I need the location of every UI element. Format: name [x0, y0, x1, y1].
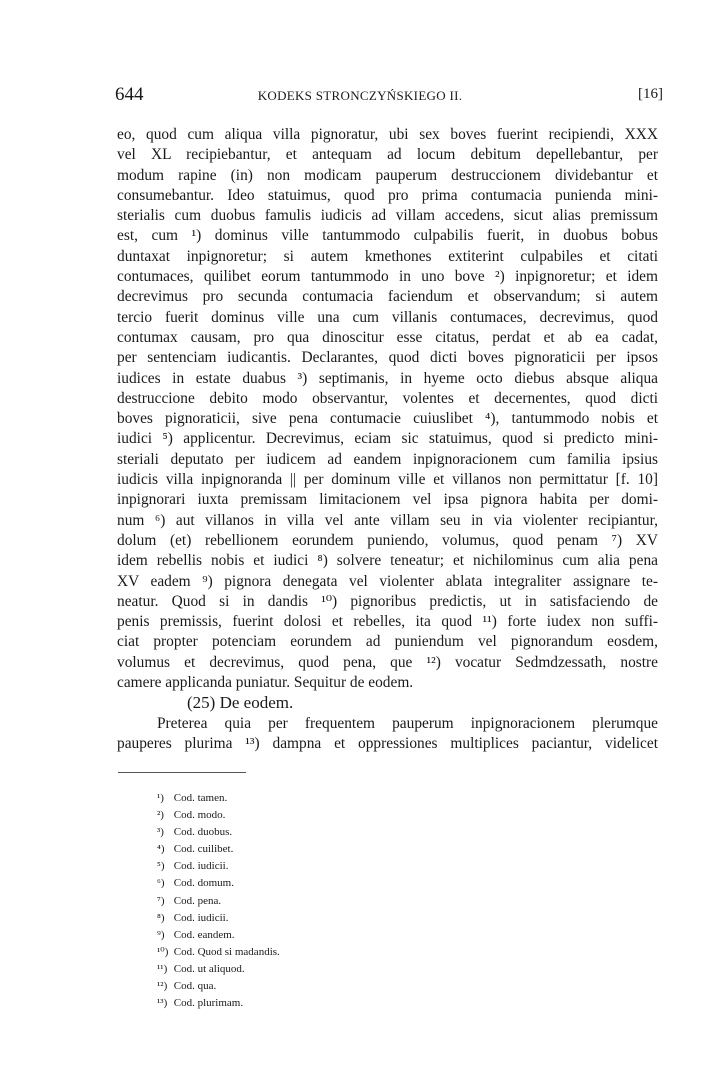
- footnote-text: Cod. iudicii.: [173, 860, 229, 873]
- text-line: decrevimus pro secunda contumacia faciendum et observandum; si autem: [117, 288, 658, 306]
- text-line: sterialis cum duobus famulis iudicis ad villam accedens, sicut alias premissum: [117, 207, 658, 225]
- text-line: camere applicanda puniatur. Sequitur de eodem.: [117, 674, 414, 692]
- footnote: [157, 807, 280, 824]
- footnote-mark: ⁵): [157, 860, 165, 873]
- running-title: KODEKS STRONCZYŃSKIEGO II.: [257, 88, 463, 103]
- footnote-mark: ⁸): [157, 911, 165, 924]
- section-heading: (25) De eodem.: [187, 693, 294, 713]
- footnote: [157, 961, 280, 978]
- text-line: XV eadem ⁹) pignora denegata vel violenter ablata integraliter assignare te-: [117, 572, 658, 590]
- text-line: iudici ⁵) applicentur. Decrevimus, eciam sic statuimus, quod si predicto mini-: [117, 430, 658, 448]
- text-line: consumebantur. Ideo statuimus, quod pro prima contumacia punienda mini-: [117, 186, 658, 204]
- footnote-mark: ³): [157, 826, 164, 839]
- footnote-text: Cod. pena.: [173, 894, 222, 907]
- footnote: [157, 944, 280, 961]
- text-line: per sentenciam iudicantis. Declarantes, quod dicti boves pignoraticii per ipsos: [117, 349, 658, 367]
- footnote-text: Cod. cuilibet.: [173, 843, 234, 856]
- footnote-text: Cod. duobus.: [173, 826, 233, 839]
- footnote-mark: ²): [157, 809, 164, 822]
- footnote-text: Cod. eandem.: [173, 928, 235, 941]
- text-line: penis premissis, fuerint dolosi et rebelles, ita quod ¹¹) forte iudex non suffi-: [117, 613, 658, 631]
- text-line: ciat propter potenciam eorundem ad puniendum vel pignorandum eosdem,: [117, 633, 658, 651]
- text-line: num ⁶) aut villanos in villa vel ante villam seu in via violenter recipiantur,: [117, 511, 658, 529]
- footnote-text: Cod. qua.: [173, 980, 217, 993]
- text-line: neatur. Quod si in dandis ¹⁰) pignoribus predictis, ut in satisfaciendo de: [117, 592, 658, 610]
- footnote: [157, 893, 280, 910]
- footnote: [157, 875, 280, 892]
- footnote-text: Cod. modo.: [173, 809, 226, 822]
- footnote: [157, 841, 280, 858]
- section-marker: [16]: [638, 86, 663, 102]
- text-line: vel XL recipiebantur, et antequam ad locum debitum depellebantur, per: [117, 146, 658, 164]
- footnote-mark: ¹³): [157, 997, 168, 1010]
- text-line: iudices in estate duabus ³) septimanis, in hyeme octo diebus absque aliqua: [117, 369, 658, 387]
- text-line: eo, quod cum aliqua villa pignoratur, ubi sex boves fuerint recipiendi, XXX: [117, 126, 658, 143]
- text-line: dolum (et) rebellionem eorundem puniendo, volumus, quod penam ⁷) XV: [117, 531, 658, 549]
- footnote: [157, 978, 280, 995]
- text-line: contumaces, quilibet eorum tantummodo in uno bove ²) inpignoretur; et idem: [117, 268, 658, 286]
- footnote-text: Cod. domum.: [173, 877, 234, 890]
- running-header: [0, 84, 720, 108]
- footnote-mark: ¹): [157, 792, 164, 804]
- text-line: contumax causam, pro qua dinoscitur esse citatus, perdat et ab ea cadat,: [117, 328, 658, 346]
- footnote: [157, 927, 280, 944]
- footnote-text: Cod. iudicii.: [173, 911, 229, 924]
- footnote-rule: [118, 772, 246, 773]
- text-line: pauperes plurima ¹³) dampna et oppressiones multiplices paciantur, videlicet: [117, 734, 658, 752]
- footnote-text: Cod. ut aliquod.: [173, 962, 245, 975]
- footnote-text: Cod. tamen.: [173, 792, 228, 804]
- text-line: boves pignoraticii, sive pena contumacie cuiuslibet ⁴), tantummodo nobis et: [117, 410, 658, 428]
- text-line: modum rapine (in) non modicam pauperum destruccionem dividebantur et: [117, 166, 658, 184]
- text-line: steriali deputato per iudicem ad eandem inpignoracionem cum familia ipsius: [117, 450, 658, 468]
- footnote: [157, 910, 280, 927]
- footnote-mark: ⁶): [157, 877, 165, 890]
- text-line: duntaxat inpignoretur; si autem kmethones extiterint culpabiles et citati: [117, 247, 658, 265]
- text-line: idem rebellis nobis et iudici ⁸) solvere teneatur; et nichilominus cum alia pena: [117, 552, 658, 570]
- text-line: iudicis villa inpignoranda || per dominum ville et villanos non permittatur [f. 10]: [117, 471, 658, 489]
- footnote-mark: ⁷): [157, 894, 165, 907]
- footnote-mark: ⁹): [157, 928, 165, 941]
- footnote-mark: ¹⁰): [157, 945, 169, 958]
- text-line: inpignorari iuxta premissam limitacionem vel ipsa pignora habita per domi-: [117, 491, 658, 509]
- footnote: [157, 824, 280, 841]
- main-text: [117, 125, 658, 754]
- text-line: destruccione debito modo observantur, volentes et decernentes, quod dicti: [117, 389, 658, 407]
- footnotes: [157, 790, 280, 1012]
- footnote: [157, 858, 280, 875]
- footnote-mark: ⁴): [157, 843, 165, 856]
- text-line: volumus et decrevimus, quod pena, que ¹²) vocatur Sedmdzessath, nostre: [117, 653, 658, 671]
- footnote-mark: ¹²): [157, 980, 168, 993]
- text-line: tercio fuerit dominus ville una cum villanis contumaces, decrevimus, quod: [117, 308, 658, 326]
- text-line: est, cum ¹) dominus ville tantummodo culpabilis fuerit, in duobus bobus: [117, 227, 658, 245]
- text-line: Preterea quia per frequentem pauperum inpignoracionem plerumque: [157, 714, 658, 732]
- page-number: 644: [115, 84, 144, 105]
- footnote-mark: ¹¹): [157, 962, 168, 975]
- footnote-text: Cod. plurimam.: [173, 997, 244, 1010]
- footnote-text: Cod. Quod si madandis.: [173, 945, 280, 958]
- footnote: [157, 995, 280, 1012]
- footnote: [157, 790, 280, 807]
